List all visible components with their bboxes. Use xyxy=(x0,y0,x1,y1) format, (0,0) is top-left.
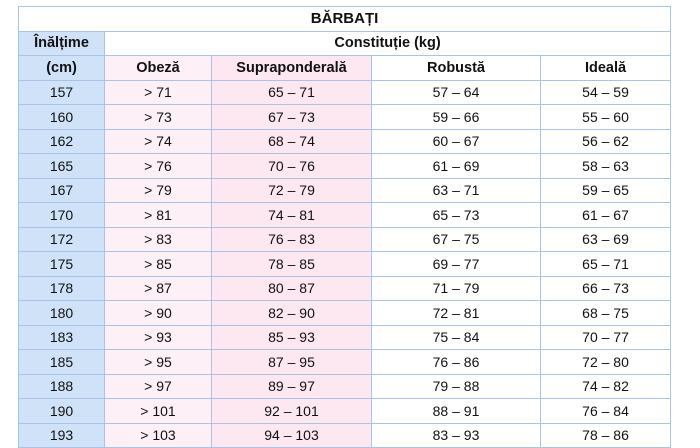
robusta-cell: 69 – 77 xyxy=(372,252,541,277)
weight-table-container xyxy=(18,6,670,448)
column-header-ideala: Ideală xyxy=(541,56,671,81)
table-row xyxy=(19,105,671,130)
column-header-robusta: Robustă xyxy=(372,56,541,81)
ideala-cell: 61 – 67 xyxy=(541,203,671,228)
obeza-cell: > 83 xyxy=(105,227,212,252)
table-row xyxy=(19,129,671,154)
table-title: BĂRBAȚI xyxy=(19,7,671,32)
ideala-cell: 78 – 86 xyxy=(541,423,671,448)
height-cell: 178 xyxy=(19,276,105,301)
table-row xyxy=(19,154,671,179)
robusta-cell: 57 – 64 xyxy=(372,80,541,105)
ideala-cell: 72 – 80 xyxy=(541,350,671,375)
robusta-cell: 61 – 69 xyxy=(372,154,541,179)
height-cell: 188 xyxy=(19,374,105,399)
height-cell: 165 xyxy=(19,154,105,179)
obeza-cell: > 93 xyxy=(105,325,212,350)
height-cell: 160 xyxy=(19,105,105,130)
supraponderala-cell: 76 – 83 xyxy=(212,227,372,252)
obeza-cell: > 85 xyxy=(105,252,212,277)
ideala-cell: 76 – 84 xyxy=(541,399,671,424)
height-cell: 185 xyxy=(19,350,105,375)
robusta-cell: 79 – 88 xyxy=(372,374,541,399)
supraponderala-cell: 70 – 76 xyxy=(212,154,372,179)
ideala-cell: 65 – 71 xyxy=(541,252,671,277)
constitution-header: Constituție (kg) xyxy=(105,31,671,56)
robusta-cell: 60 – 67 xyxy=(372,129,541,154)
column-header-supraponderala: Supraponderală xyxy=(212,56,372,81)
height-header-line2: (cm) xyxy=(19,56,105,81)
robusta-cell: 71 – 79 xyxy=(372,276,541,301)
obeza-cell: > 71 xyxy=(105,80,212,105)
height-cell: 170 xyxy=(19,203,105,228)
robusta-cell: 75 – 84 xyxy=(372,325,541,350)
robusta-cell: 67 – 75 xyxy=(372,227,541,252)
obeza-cell: > 103 xyxy=(105,423,212,448)
robusta-cell: 59 – 66 xyxy=(372,105,541,130)
obeza-cell: > 95 xyxy=(105,350,212,375)
supraponderala-cell: 94 – 103 xyxy=(212,423,372,448)
table-row xyxy=(19,301,671,326)
table-row xyxy=(19,350,671,375)
robusta-cell: 63 – 71 xyxy=(372,178,541,203)
height-header-line1: Înălțime xyxy=(19,31,105,56)
height-cell: 162 xyxy=(19,129,105,154)
obeza-cell: > 87 xyxy=(105,276,212,301)
ideala-cell: 66 – 73 xyxy=(541,276,671,301)
robusta-cell: 76 – 86 xyxy=(372,350,541,375)
robusta-cell: 88 – 91 xyxy=(372,399,541,424)
table-row xyxy=(19,178,671,203)
ideala-cell: 58 – 63 xyxy=(541,154,671,179)
supraponderala-cell: 89 – 97 xyxy=(212,374,372,399)
supraponderala-cell: 74 – 81 xyxy=(212,203,372,228)
obeza-cell: > 73 xyxy=(105,105,212,130)
ideala-cell: 55 – 60 xyxy=(541,105,671,130)
height-cell: 193 xyxy=(19,423,105,448)
supraponderala-cell: 85 – 93 xyxy=(212,325,372,350)
supraponderala-cell: 80 – 87 xyxy=(212,276,372,301)
robusta-cell: 65 – 73 xyxy=(372,203,541,228)
robusta-cell: 83 – 93 xyxy=(372,423,541,448)
table-row xyxy=(19,399,671,424)
height-cell: 167 xyxy=(19,178,105,203)
obeza-cell: > 81 xyxy=(105,203,212,228)
header-row-2 xyxy=(19,56,671,81)
obeza-cell: > 74 xyxy=(105,129,212,154)
ideala-cell: 63 – 69 xyxy=(541,227,671,252)
supraponderala-cell: 78 – 85 xyxy=(212,252,372,277)
table-row xyxy=(19,252,671,277)
header-row-1 xyxy=(19,31,671,56)
supraponderala-cell: 72 – 79 xyxy=(212,178,372,203)
table-body xyxy=(19,7,671,448)
height-cell: 157 xyxy=(19,80,105,105)
height-cell: 183 xyxy=(19,325,105,350)
table-row xyxy=(19,325,671,350)
ideala-cell: 68 – 75 xyxy=(541,301,671,326)
robusta-cell: 72 – 81 xyxy=(372,301,541,326)
ideala-cell: 56 – 62 xyxy=(541,129,671,154)
supraponderala-cell: 65 – 71 xyxy=(212,80,372,105)
table-row xyxy=(19,80,671,105)
table-row xyxy=(19,276,671,301)
ideala-cell: 74 – 82 xyxy=(541,374,671,399)
obeza-cell: > 76 xyxy=(105,154,212,179)
table-row xyxy=(19,374,671,399)
obeza-cell: > 90 xyxy=(105,301,212,326)
ideala-cell: 70 – 77 xyxy=(541,325,671,350)
supraponderala-cell: 87 – 95 xyxy=(212,350,372,375)
weight-table xyxy=(18,6,671,448)
height-cell: 190 xyxy=(19,399,105,424)
obeza-cell: > 79 xyxy=(105,178,212,203)
height-cell: 175 xyxy=(19,252,105,277)
obeza-cell: > 97 xyxy=(105,374,212,399)
obeza-cell: > 101 xyxy=(105,399,212,424)
title-row xyxy=(19,7,671,32)
supraponderala-cell: 68 – 74 xyxy=(212,129,372,154)
table-row xyxy=(19,227,671,252)
supraponderala-cell: 67 – 73 xyxy=(212,105,372,130)
height-cell: 172 xyxy=(19,227,105,252)
supraponderala-cell: 92 – 101 xyxy=(212,399,372,424)
column-header-obeza: Obeză xyxy=(105,56,212,81)
ideala-cell: 54 – 59 xyxy=(541,80,671,105)
supraponderala-cell: 82 – 90 xyxy=(212,301,372,326)
height-cell: 180 xyxy=(19,301,105,326)
table-row xyxy=(19,203,671,228)
ideala-cell: 59 – 65 xyxy=(541,178,671,203)
